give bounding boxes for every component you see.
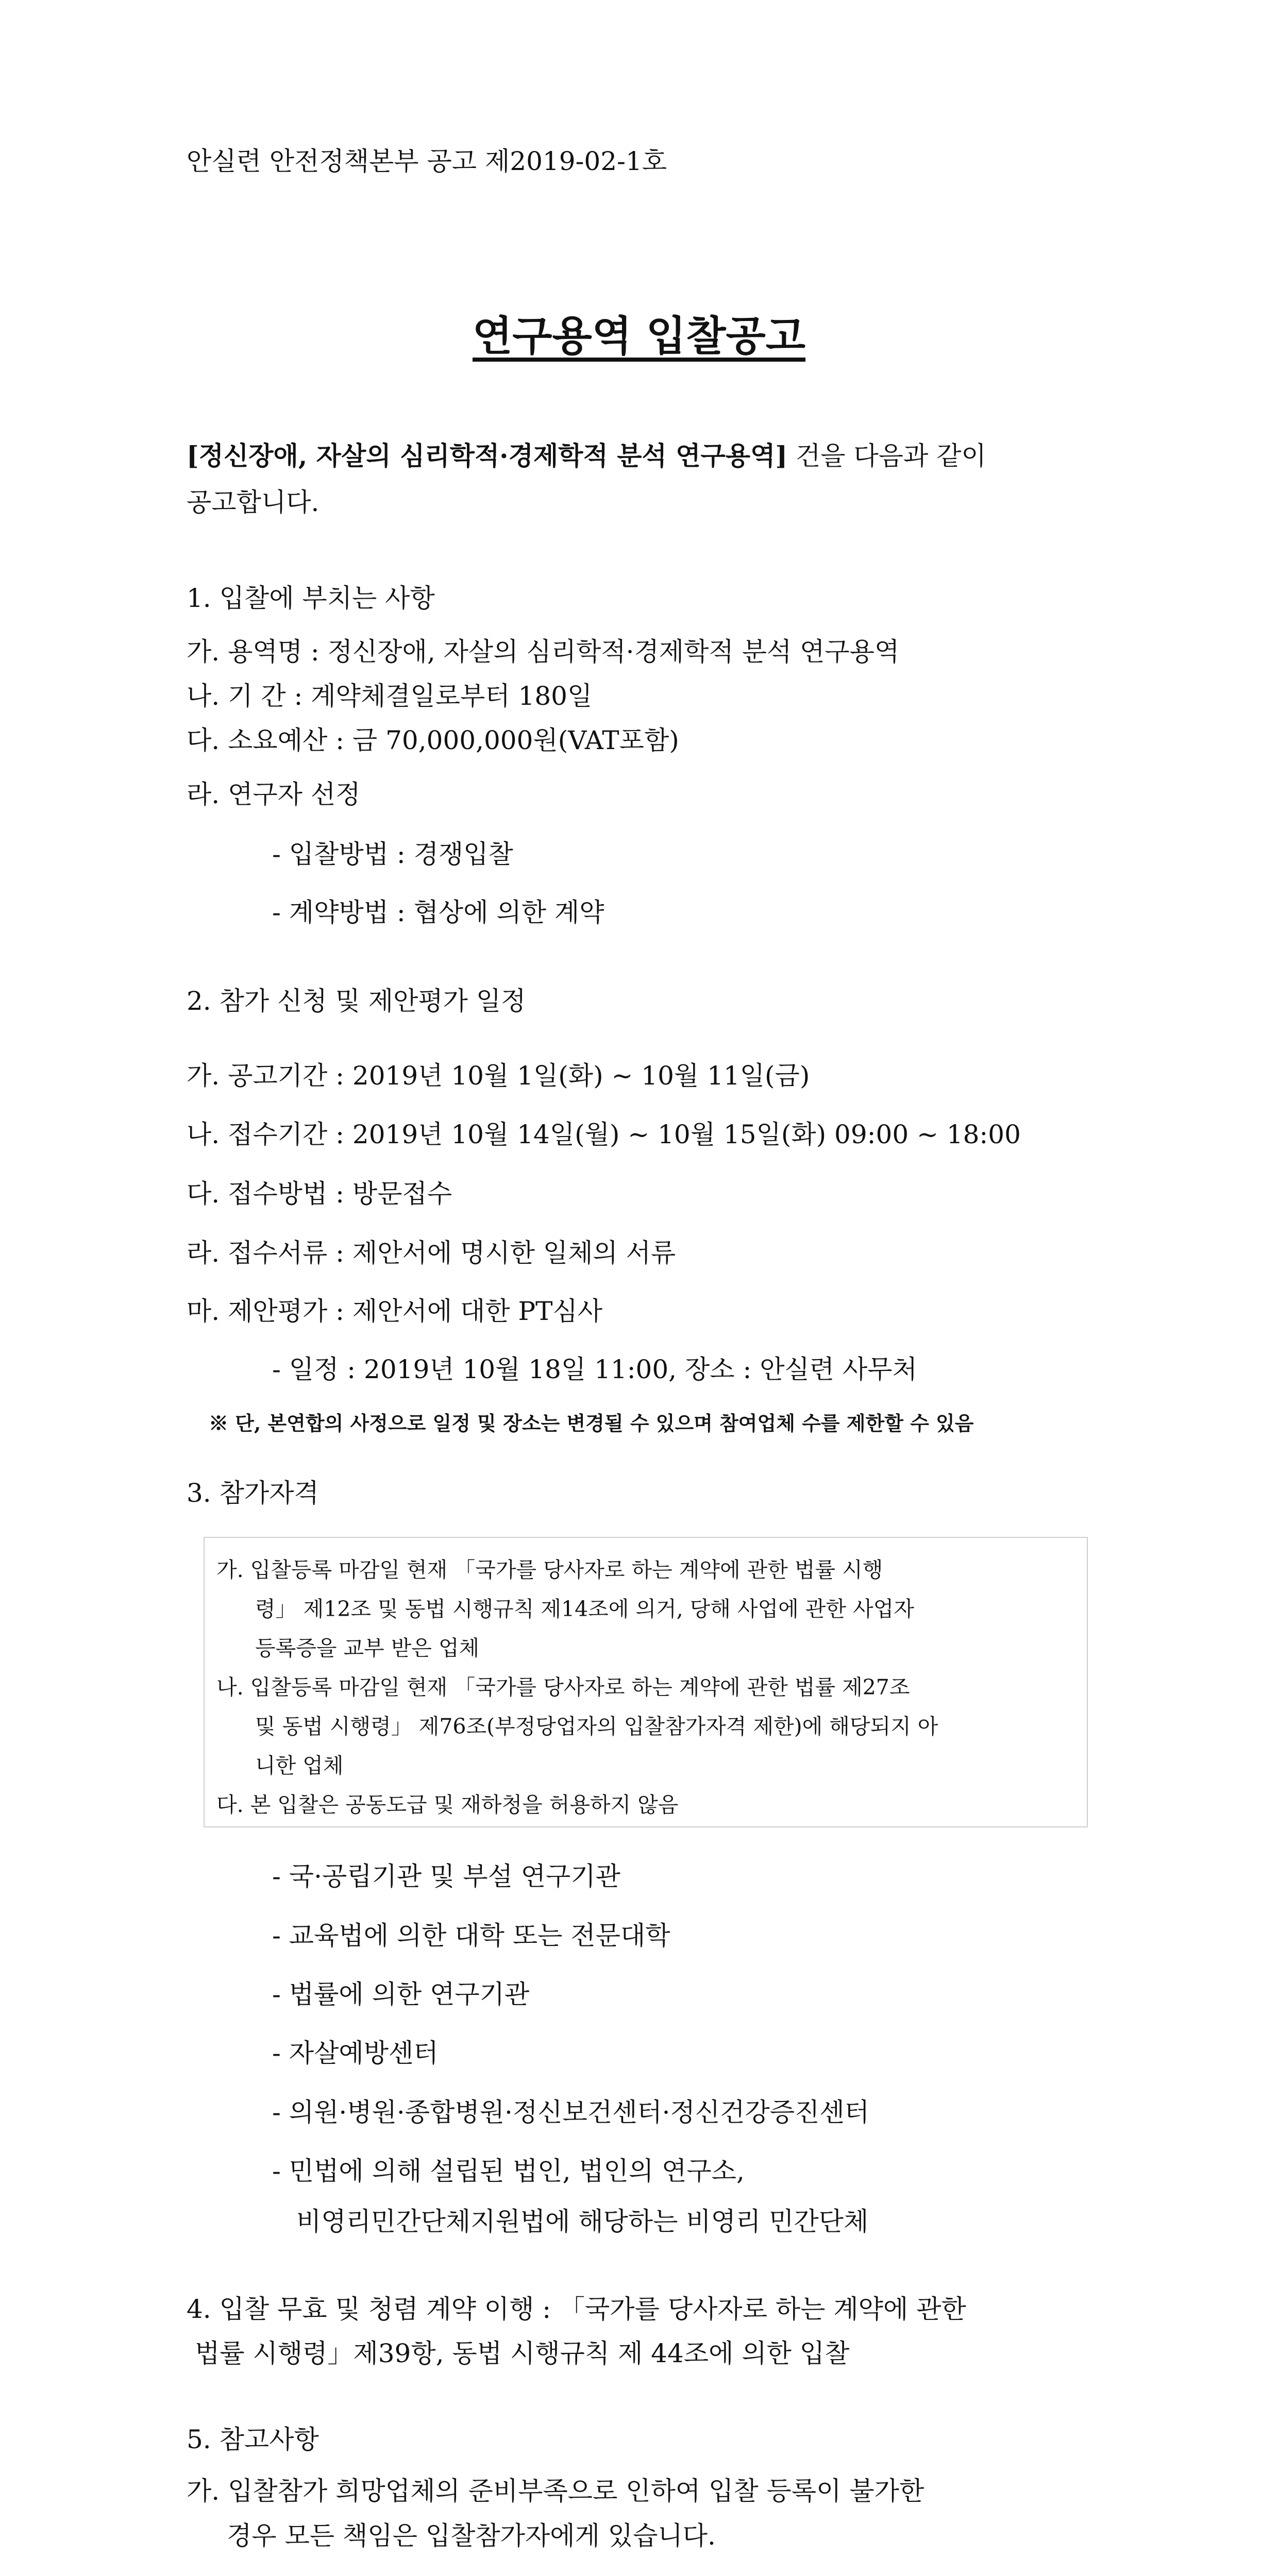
eligibility-line: 다. 본 입찰은 공동도급 및 재하청을 허용하지 않음: [216, 1792, 679, 1817]
eligibility-line: 나. 입찰등록 마감일 현재 「국가를 당사자로 하는 계약에 관한 법률 제27조: [216, 1675, 910, 1700]
eligible-org-item: - 교육법에 의한 대학 또는 전문대학: [272, 1921, 670, 1951]
section-1-sub-contract-method: - 계약방법 : 협상에 의한 계약: [272, 897, 604, 927]
section-2-item-ma: 마. 제안평가 : 제안서에 대한 PT심사: [187, 1296, 603, 1326]
eligible-org-item: - 자살예방센터: [272, 2038, 439, 2068]
eligible-org-item: - 국·공립기관 및 부설 연구기관: [272, 1861, 620, 1891]
intro-project-name: [정신장애, 자살의 심리학적·경제학적 분석 연구용역]: [187, 440, 788, 471]
eligibility-line: 니한 업체: [255, 1753, 344, 1778]
section-1-item-da: 다. 소요예산 : 금 70,000,000원(VAT포함): [187, 725, 679, 755]
section-2-item-da: 다. 접수방법 : 방문접수: [187, 1179, 452, 1209]
section-1-item-ga: 가. 용역명 : 정신장애, 자살의 심리학적·경제학적 분석 연구용역: [187, 637, 900, 667]
section-1-item-ra: 라. 연구자 선정: [187, 779, 361, 809]
intro-line-2: 공고합니다.: [187, 487, 320, 517]
section-1-item-na: 나. 기 간 : 계약체결일로부터 180일: [187, 681, 593, 711]
section-2-note: ※ 단, 본연합의 사정으로 일정 및 장소는 변경될 수 있으며 참여업체 수를 제한할 수 있음: [209, 1412, 974, 1435]
section-2-item-ra: 라. 접수서류 : 제안서에 명시한 일체의 서류: [187, 1238, 676, 1268]
eligibility-line: 가. 입찰등록 마감일 현재 「국가를 당사자로 하는 계약에 관한 법률 시행: [216, 1557, 883, 1582]
section-5-line: 경우 모든 책임은 입찰참가자에게 있습니다.: [227, 2521, 716, 2551]
section-5-heading: 5. 참고사항: [187, 2425, 319, 2454]
notice-number: 안실련 안전정책본부 공고 제2019-02-1호: [187, 146, 667, 176]
section-2-heading: 2. 참가 신청 및 제안평가 일정: [187, 986, 526, 1016]
eligibility-line: 등록증을 교부 받은 업체: [255, 1636, 480, 1660]
section-3-heading: 3. 참가자격: [187, 1478, 319, 1508]
page-title: 연구용역 입찰공고: [472, 312, 806, 360]
section-2-item-na: 나. 접수기간 : 2019년 10월 14일(월) ~ 10월 15일(화) 09:00 ~ 18:00: [187, 1120, 1021, 1149]
intro-tail: 건을 다음과 같이: [787, 441, 986, 471]
eligibility-line: 및 동법 시행령」 제76조(부정당업자의 입찰참가자격 제한)에 해당되지 아: [255, 1714, 938, 1739]
eligible-org-item: - 법률에 의한 연구기관: [272, 1979, 530, 2009]
eligible-org-item-cont: 비영리민간단체지원법에 해당하는 비영리 민간단체: [296, 2207, 869, 2236]
eligibility-line: 령」 제12조 및 동법 시행규칙 제14조에 의거, 당해 사업에 관한 사업자: [255, 1597, 914, 1621]
eligible-org-item: - 민법에 의해 설립된 법인, 법인의 연구소,: [272, 2156, 745, 2186]
eligible-org-item: - 의원·병원·종합병원·정신보건센터·정신건강증진센터: [272, 2097, 869, 2127]
section-4-line-2: 법률 시행령」제39항, 동법 시행규칙 제 44조에 의한 입찰: [195, 2338, 850, 2368]
section-1-sub-bid-method: - 입찰방법 : 경쟁입찰: [272, 839, 513, 869]
section-5-line: 가. 입찰참가 희망업체의 준비부족으로 인하여 입찰 등록이 불가한: [187, 2476, 924, 2506]
section-1-heading: 1. 입찰에 부치는 사항: [187, 583, 435, 613]
intro-line-1: [187, 440, 986, 471]
section-4-line-1: 4. 입찰 무효 및 청렴 계약 이행 : 「국가를 당사자로 하는 계약에 관한: [187, 2294, 966, 2324]
section-2-sub-schedule: - 일정 : 2019년 10월 18일 11:00, 장소 : 안실련 사무처: [272, 1354, 917, 1384]
section-2-item-ga: 가. 공고기간 : 2019년 10월 1일(화) ~ 10월 11일(금): [187, 1061, 810, 1091]
